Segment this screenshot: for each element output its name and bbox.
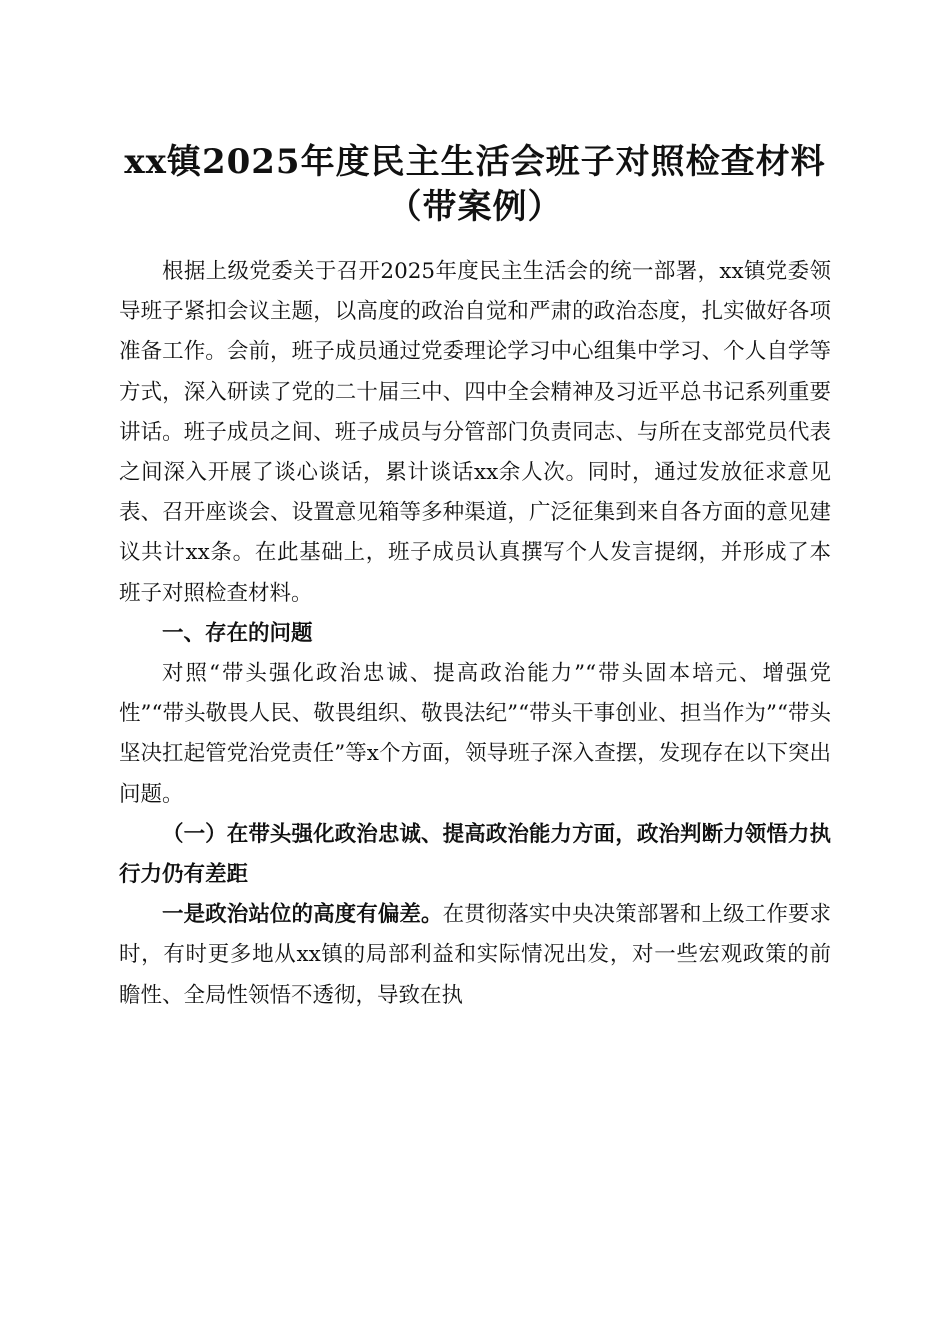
section-intro-paragraph: 对照“带头强化政治忠诚、提高政治能力”“带头固本培元、增强党性”“带头敬畏人民、敬畏组织、敬畏法纪”“带头干事创业、担当作为”“带头坚决扛起管党治党责任”等x个方面，领导班子深入查摆，发现存在以下突出问题。 — [119, 661, 831, 807]
point-1-lead: 一是政治站位的高度有偏差。 — [162, 902, 443, 928]
document-title: xx镇2025年度民主生活会班子对照检查材料 — [124, 142, 826, 182]
point-1-text: 在贯彻落实中央决策部署和上级工作要求时，有时更多地从xx镇的局部利益和实际情况出发，对一些宏观政策的前瞻性、全局性领悟不透彻，导致在执 — [119, 902, 831, 1008]
point-1-paragraph — [119, 895, 831, 1016]
intro-paragraph: 根据上级党委关于召开2025年度民主生活会的统一部署，xx镇党委领导班子紧扣会议主题，以高度的政治自觉和严肃的政治态度，扎实做好各项准备工作。会前，班子成员通过党委理论学习中心组集中学习、个人自学等方式，深入研读了党的二十届三中、四中全会精神及习近平总书记系列重要讲话。班子成员之间、班子成员与分管部门负责同志、与所在支部党员代表之间深入开展了谈心谈话，累计谈话xx余人次。同时，通过发放征求意见表、召开座谈会、设置意见箱等多种渠道，广泛征集到来自各方面的意见建议共计xx条。在此基础上，班子成员认真撰写个人发言提纲，并形成了本班子对照检查材料。 — [119, 259, 831, 606]
document-subtitle: （带案例） — [387, 187, 563, 227]
subsection-heading-1: （一）在带头强化政治忠诚、提高政治能力方面，政治判断力领悟力执行力仍有差距 — [119, 821, 831, 888]
section-heading-problems: 一、存在的问题 — [162, 620, 313, 646]
document-body — [119, 252, 831, 1016]
